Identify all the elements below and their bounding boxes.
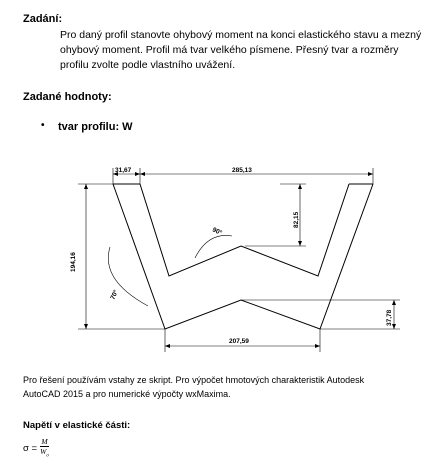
bullet-dot-icon: • — [41, 120, 45, 131]
w-profile-drawing — [0, 148, 445, 363]
fraction-numerator: M — [41, 437, 48, 447]
dim-bottom-width: 207,59 — [229, 338, 249, 345]
solution-line-2: AutoCAD 2015 a pro numerické výpočty wxMaxima. — [23, 389, 231, 399]
dim-height-total: 194,16 — [70, 252, 77, 272]
stress-formula — [23, 434, 49, 462]
fraction-denominator: $W_o$ — [40, 447, 49, 459]
assignment-heading: Zadání: — [23, 13, 63, 25]
assignment-line-2: ohybový moment. Profil má tvar velkého písmene. Přesný tvar a rozměry — [60, 44, 399, 56]
profile-shape-bullet: tvar profilu: W — [58, 121, 133, 133]
sigma-symbol: σ = — [23, 442, 38, 454]
dim-top-right: 285,13 — [232, 167, 252, 174]
solution-line-1: Pro řešení používám vstahy ze skript. Pro výpočet hmotových charakteristik Autodesk — [23, 375, 365, 385]
dim-inner-depth: 82,15 — [293, 211, 300, 228]
given-heading: Zadané hodnoty: — [23, 91, 112, 103]
profile-inner-contour — [140, 184, 349, 276]
fraction — [40, 437, 49, 459]
dim-bottom-thickness: 37,78 — [386, 309, 393, 326]
denominator-subscript: o — [46, 453, 49, 459]
dim-angle-inner: 90° — [211, 226, 224, 237]
elastic-heading: Napětí v elastické části: — [23, 420, 131, 431]
assignment-line-3: profilu zvolte podle vlastního uvážení. — [60, 59, 236, 71]
dim-top-left: 31,67 — [115, 167, 132, 174]
profile-outer-contour — [113, 184, 373, 329]
assignment-line-1: Pro daný profil stanovte ohybový moment na konci elastického stavu a mezný — [60, 29, 422, 41]
dim-angle-outer: 70° — [109, 288, 120, 301]
